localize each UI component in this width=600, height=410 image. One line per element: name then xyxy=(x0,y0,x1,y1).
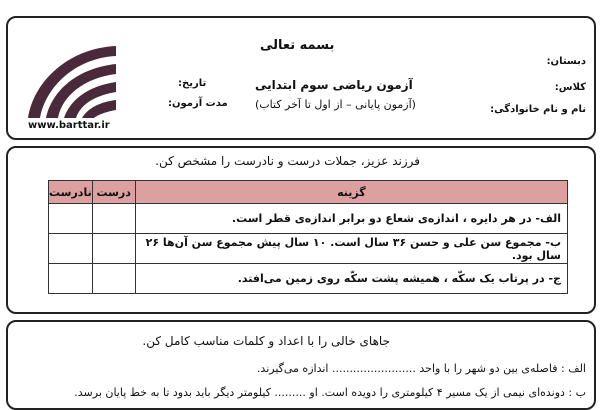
false-answer-box[interactable] xyxy=(49,204,93,234)
section1-instruction: فرزند عزیز، جملات درست و نادرست را مشخص کن. xyxy=(155,154,420,168)
true-false-table xyxy=(48,180,568,294)
barttar-logo-icon xyxy=(20,40,120,120)
true-answer-box[interactable] xyxy=(92,204,135,234)
exam-title: آزمون ریاضی سوم ابتدایی xyxy=(255,78,413,92)
section2-instruction: جاهای خالی را با اعداد و کلمات مناسب کامل کن. xyxy=(142,334,390,348)
question-text: ب- مجموع سن علی و حسن ۳۶ سال است. ۱۰ سال پیش مجموع سن آن‌ها ۲۶ سال بود. xyxy=(135,234,567,264)
false-answer-box[interactable] xyxy=(49,264,93,294)
table-header-row xyxy=(49,181,568,204)
question-text: الف- در هر دایره ، اندازه‌ی شعاع دو برابر اندازه‌ی قطر است. xyxy=(135,204,567,234)
fill-blank-item: ب : دونده‌ای نیمی از یک مسیر ۴ کیلومتری را دویده است. او ......... کیلومتر دیگر باید بدود تا به خط پایان برسد. xyxy=(74,386,586,399)
true-answer-box[interactable] xyxy=(92,264,135,294)
date-label: تاریخ: xyxy=(178,78,207,89)
duration-label: مدت آزمون: xyxy=(168,98,228,109)
table-row xyxy=(49,204,568,234)
exam-subtitle: (آزمون پایانی – از اول تا آخر کتاب) xyxy=(255,98,416,111)
table-row xyxy=(49,234,568,264)
question-text: ج- در پرتاب یک سکّه ، همیشه پشت سکّه روی زمین می‌افتد. xyxy=(135,264,567,294)
col-false: نادرست xyxy=(49,181,93,204)
logo-url: www.barttar.ir xyxy=(28,120,110,131)
col-option: گزینه xyxy=(135,181,567,204)
fill-blank-item: الف : فاصله‌ی بین دو شهر را با واحد ........................ اندازه می‌گیرند. xyxy=(256,362,586,375)
table-row xyxy=(49,264,568,294)
true-answer-box[interactable] xyxy=(92,234,135,264)
name-label: نام و نام خانوادگی: xyxy=(490,104,586,115)
school-label: دبستان: xyxy=(546,56,586,67)
class-label: کلاس: xyxy=(554,82,586,93)
false-answer-box[interactable] xyxy=(49,234,93,264)
col-true: درست xyxy=(92,181,135,204)
page-title: بسمه تعالی xyxy=(260,38,335,53)
